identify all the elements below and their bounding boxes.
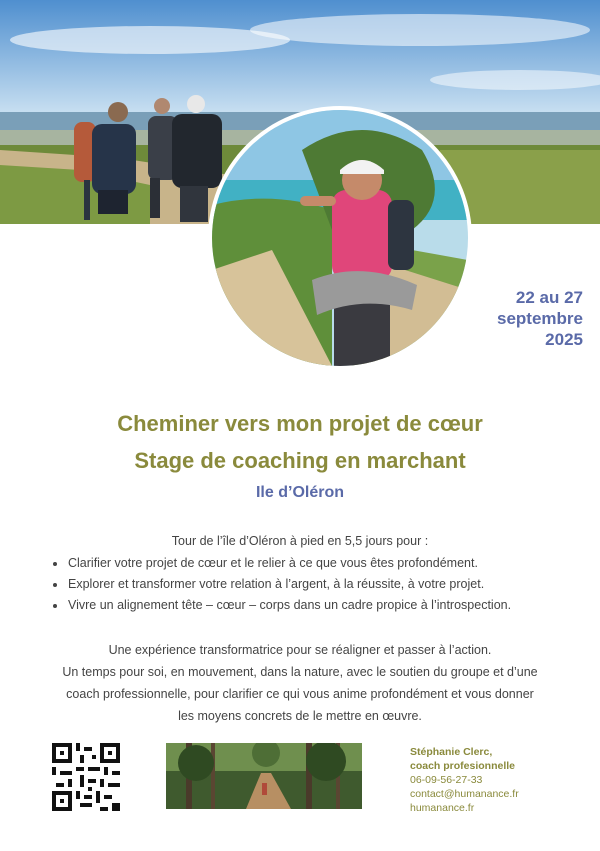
- description-paragraph: [0, 639, 600, 727]
- contact-block: [410, 745, 590, 815]
- program-bullet-list: [50, 553, 590, 616]
- headline-subtitle: Stage de coaching en marchant: [134, 448, 466, 473]
- contact-phone[interactable]: 06-09-56-27-33: [410, 774, 483, 786]
- bullet-item: Explorer et transformer votre relation à l’argent, à la réussite, à votre projet.: [50, 574, 590, 595]
- description-line: Une expérience transformatrice pour se réaligner et passer à l’action.: [108, 643, 492, 657]
- circle-photo-coach: [208, 106, 472, 370]
- event-dates: [453, 287, 583, 350]
- bullet-item: Clarifier votre projet de cœur et le relier à ce que vous êtes profondément.: [50, 553, 590, 574]
- event-dates-line3: 2025: [545, 330, 583, 349]
- program-intro: Tour de l’île d’Oléron à pied en 5,5 jours pour :: [171, 534, 429, 548]
- contact-name: Stéphanie Clerc,: [410, 746, 493, 758]
- headline-location: Ile d’Oléron: [255, 484, 344, 501]
- description-line: les moyens concrets de le mettre en œuvre.: [178, 709, 422, 723]
- event-dates-line2: septembre: [497, 309, 583, 328]
- contact-email[interactable]: contact@humanance.fr: [410, 788, 519, 800]
- description-line: coach professionnelle, pour clarifier ce qui vous anime profondément et vous donner: [66, 687, 534, 701]
- contact-website[interactable]: humanance.fr: [410, 802, 475, 814]
- contact-role: coach profesionnelle: [410, 760, 516, 772]
- event-dates-line1: 22 au 27: [515, 288, 583, 307]
- headline-title: Cheminer vers mon projet de cœur: [117, 411, 483, 436]
- description-line: Un temps pour soi, en mouvement, dans la nature, avec le soutien du groupe et d’une: [62, 665, 538, 679]
- forest-path-photo: [166, 743, 362, 809]
- bullet-item: Vivre un alignement tête – cœur – corps dans un cadre propice à l’introspection.: [50, 595, 590, 616]
- qr-code[interactable]: [52, 743, 120, 811]
